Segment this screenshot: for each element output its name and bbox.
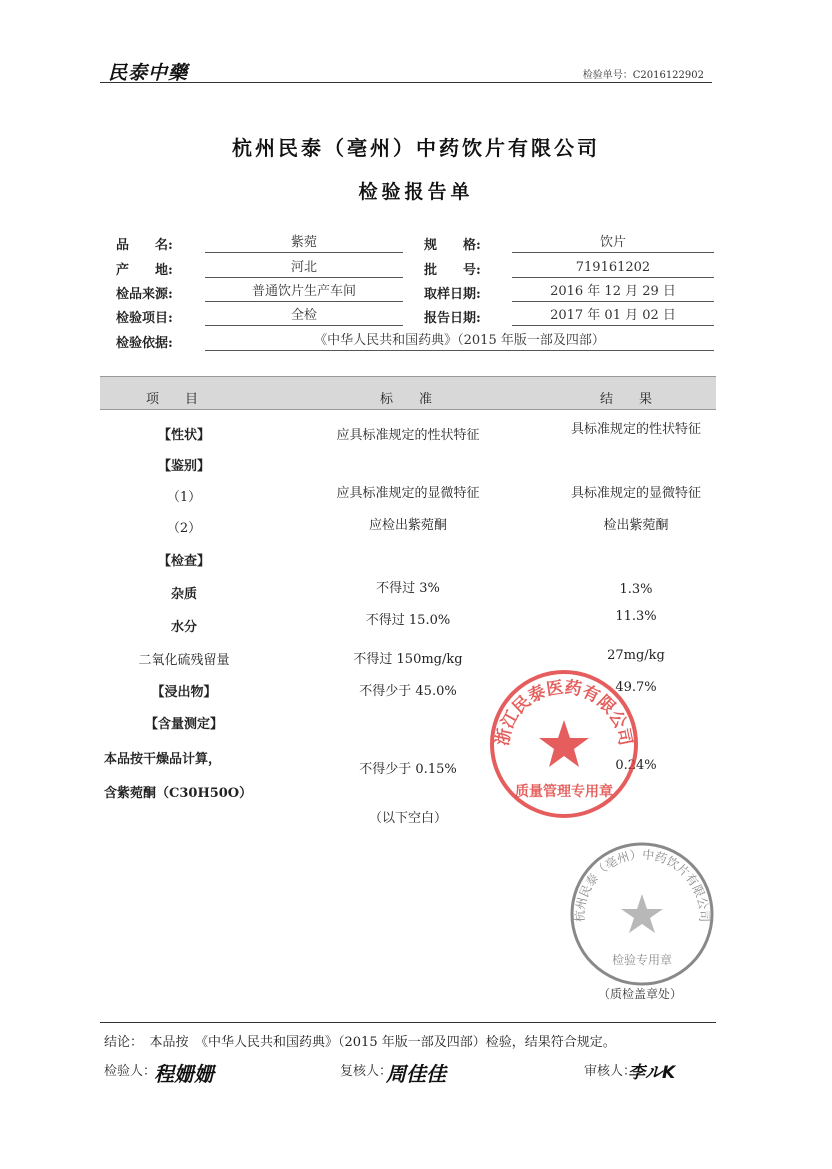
column-header-standard: 标 准 <box>380 392 433 407</box>
origin-value: 河北 <box>205 258 403 278</box>
blank-note: （以下空白） <box>368 811 447 826</box>
row-standard: 不得过 15.0% <box>365 613 451 628</box>
spec-value: 饮片 <box>512 233 714 253</box>
column-header-result: 结 果 <box>600 392 653 407</box>
row-result: 具标准规定的性状特征 <box>570 422 701 437</box>
red-seal-stamp <box>488 668 640 820</box>
sampling-date-value: 2016 年 12 月 29 日 <box>512 282 714 302</box>
test-item-label: 检验项目: <box>116 311 173 326</box>
source-label: 检品来源: <box>116 287 173 302</box>
row-standard: 不得过 150mg/kg <box>353 652 463 667</box>
name-value: 紫菀 <box>205 233 403 253</box>
name-label: 品 名: <box>116 238 173 253</box>
spec-label: 规 格: <box>424 238 481 253</box>
row-item: 【检查】 <box>157 554 210 569</box>
row-item: 本品按干燥品计算， <box>104 752 222 767</box>
sampling-date-label: 取样日期: <box>424 287 481 302</box>
row-item: 水分 <box>170 620 197 635</box>
row-result: 检出紫菀酮 <box>603 518 669 533</box>
batch-value: 719161202 <box>512 258 714 278</box>
report-number: 检验单号：C2016122902 <box>582 70 704 81</box>
report-date-value: 2017 年 01 月 02 日 <box>512 306 714 326</box>
reviewer-signature: 周佳佳 <box>386 1062 446 1086</box>
stamp-note: （质检盖章处） <box>598 987 683 1001</box>
row-item: （1） <box>166 490 202 505</box>
row-standard: 不得少于 0.15% <box>359 762 457 777</box>
row-result: 1.3% <box>619 582 653 597</box>
row-result: 49.7% <box>615 680 657 695</box>
row-item: 【浸出物】 <box>151 685 217 700</box>
row-result: 27mg/kg <box>607 648 665 663</box>
row-result: 具标准规定的显微特征 <box>570 486 701 501</box>
batch-label: 批 号: <box>424 263 481 278</box>
header-divider <box>100 82 712 83</box>
row-result: 0.24% <box>615 758 657 773</box>
row-standard: 不得少于 45.0% <box>359 684 457 699</box>
svg-text:浙江民泰医药有限公司: 浙江民泰医药有限公司 <box>492 677 636 748</box>
row-standard: 应具标准规定的性状特征 <box>336 428 480 443</box>
row-standard: 应具标准规定的显微特征 <box>336 486 480 501</box>
approver-signature: 李ルK <box>628 1063 676 1083</box>
origin-label: 产 地: <box>116 263 173 278</box>
row-item: 二氧化硫残留量 <box>138 653 230 668</box>
source-value: 普通饮片生产车间 <box>205 282 403 302</box>
basis-value: 《中华人民共和国药典》（2015 年版一部及四部） <box>205 331 714 351</box>
basis-label: 检验依据: <box>116 336 173 351</box>
svg-text:检验专用章: 检验专用章 <box>611 953 673 967</box>
conclusion-text: 结论： 本品按 《中华人民共和国药典》（2015 年版一部及四部）检验，结果符合规定。 <box>104 1035 616 1050</box>
inspector-label: 检验人： <box>104 1064 157 1079</box>
gray-seal-stamp <box>566 838 718 990</box>
document-title: 检验报告单 <box>358 181 474 203</box>
report-date-label: 报告日期: <box>424 311 481 326</box>
row-item: 【性状】 <box>157 428 210 443</box>
row-item: （2） <box>166 521 202 536</box>
test-item-value: 全检 <box>205 306 403 326</box>
svg-text:杭州民泰（亳州）中药饮片有限公司: 杭州民泰（亳州）中药饮片有限公司 <box>572 847 712 923</box>
svg-text:质量管理专用章: 质量管理专用章 <box>515 784 613 800</box>
row-item: 杂质 <box>170 587 197 602</box>
conclusion-divider <box>100 1022 716 1023</box>
row-item: 含紫菀酮（C30H50O） <box>104 786 253 801</box>
row-result: 11.3% <box>615 609 657 624</box>
row-item: 【鉴别】 <box>157 459 210 474</box>
row-item: 【含量测定】 <box>144 717 223 732</box>
column-header-item: 项 目 <box>146 392 199 407</box>
row-standard: 不得过 3% <box>376 581 440 596</box>
company-name: 杭州民泰（亳州）中药饮片有限公司 <box>232 136 600 160</box>
approver-label: 审核人： <box>584 1064 637 1079</box>
reviewer-label: 复核人： <box>340 1064 393 1079</box>
inspector-signature: 程姗姗 <box>154 1062 214 1086</box>
brand-logo: 民泰中藥 <box>108 62 189 84</box>
row-standard: 应检出紫菀酮 <box>368 518 447 533</box>
